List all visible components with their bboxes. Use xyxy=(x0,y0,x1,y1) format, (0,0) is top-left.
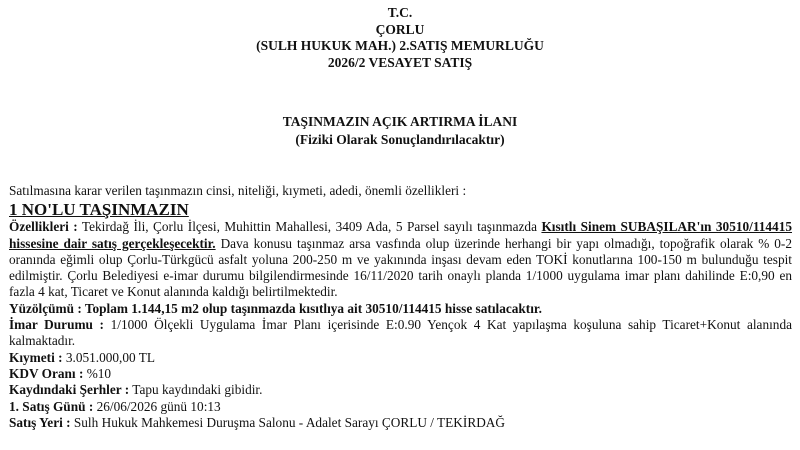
sale-date-row xyxy=(9,399,792,415)
area-value: Toplam 1.144,15 m2 olup taşınmazda kısıtlıya ait 30510/114415 hisse satılacaktır. xyxy=(81,300,542,316)
vat-row xyxy=(9,366,792,382)
notice-subtitle: (Fiziki Olarak Sonuçlandırılacaktır) xyxy=(295,132,505,147)
vat-value: %10 xyxy=(83,365,112,381)
features-highlight: Kısıtlı Sinem SUBAŞILAR'ın 30510/114415 hissesine dair satış gerçekleşecektir. xyxy=(9,219,792,251)
value-row xyxy=(9,350,792,366)
intro-text: Satılmasına karar verilen taşınmazın cinsi, niteliği, kıymeti, adedi, önemli özellikleri : xyxy=(9,183,467,198)
vat-label: KDV Oranı : xyxy=(9,365,84,381)
sale-date-value: 26/06/2026 günü 10:13 xyxy=(93,398,221,414)
header-line-office: (SULH HUKUK MAH.) 2.SATIŞ MEMURLUĞU xyxy=(256,38,544,53)
sale-place-value: Sulh Hukuk Mahkemesi Duruşma Salonu - Adalet Sarayı ÇORLU / TEKİRDAĞ xyxy=(70,414,506,430)
features-paragraph xyxy=(9,219,792,300)
notes-value: Tapu kaydındaki gibidir. xyxy=(129,382,263,398)
value-amount: 3.051.000,00 TL xyxy=(62,349,156,365)
zoning-value: 1/1000 Ölçekli Uygulama İmar Planı içerisinde E:0.90 Yençok 4 Kat yapılaşma koşuluna sahip Ticaret+Konut alanında kalmaktadır. xyxy=(9,317,792,349)
zoning-row xyxy=(9,317,792,350)
sale-date-label: 1. Satış Günü : xyxy=(9,398,94,414)
sale-place-row xyxy=(9,415,792,431)
features-label: Özellikleri : xyxy=(9,219,78,235)
features-text-2: Dava konusu taşınmaz arsa vasfında olup üzerinde herhangi bir yapı olmadığı, topoğrafik olarak % 0-2 oranında eğimli olup Çorlu-Türkgücü asfalt yoluna 200-250 m ve yakınında inşası devam eden TOKİ konutlarına 100-150 m bulunduğu tespit edilmiştir. Çorlu Belediyesi e-imar durumu bilgilendirmesinde 16/11/2020 tarih onaylı planda 1/1000 uygulama imar planı dahilinde E:0,90 en fazla 4 kat, Ticaret ve Konut alanında kaldığı belirtilmektedir. xyxy=(9,235,793,300)
notes-label: Kaydındaki Şerhler : xyxy=(9,382,130,398)
value-label: Kıymeti : xyxy=(9,349,63,365)
document-body xyxy=(9,183,792,431)
area-row xyxy=(9,301,792,317)
notice-title-block xyxy=(0,113,800,149)
section-title: 1 NO'LU TAŞINMAZIN xyxy=(9,200,189,220)
document-header xyxy=(0,5,800,71)
header-line-case: 2026/2 VESAYET SATIŞ xyxy=(327,54,473,70)
notice-title: TAŞINMAZIN AÇIK ARTIRMA İLANI xyxy=(282,114,518,129)
zoning-label: İmar Durumu : xyxy=(9,317,104,333)
features-text-1: Tekirdağ İli, Çorlu İlçesi, Muhittin Mahallesi, 3409 Ada, 5 Parsel sayılı taşınmazda xyxy=(77,219,542,235)
header-line-tc: T.C. xyxy=(387,5,413,20)
header-line-city: ÇORLU xyxy=(375,21,425,37)
sale-place-label: Satış Yeri : xyxy=(9,414,71,430)
notes-row xyxy=(9,382,792,398)
area-label: Yüzölçümü : xyxy=(9,300,82,316)
